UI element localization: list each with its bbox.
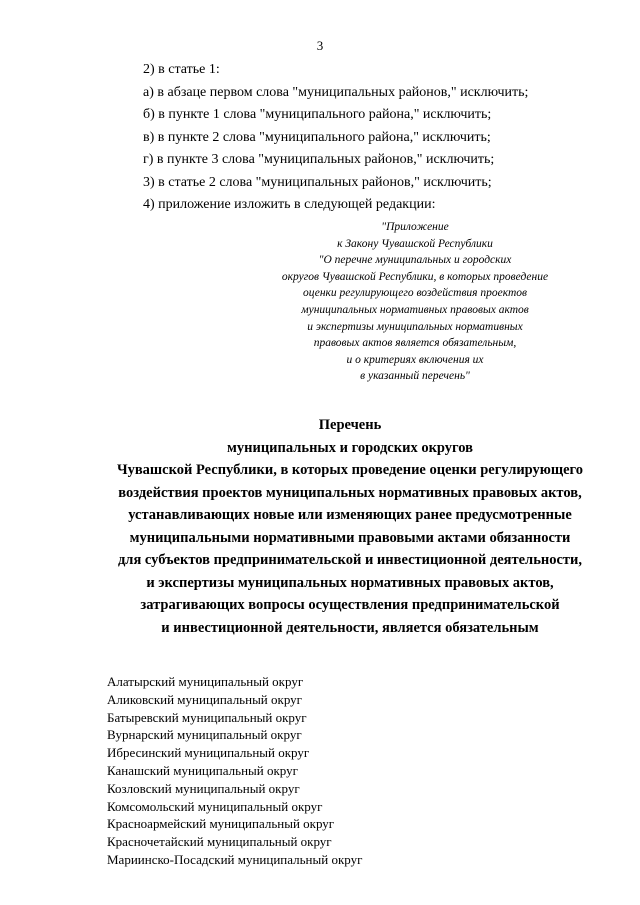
list-title-line: и инвестиционной деятельности, является обязательным	[161, 619, 539, 636]
appendix-header-line: к Закону Чувашской Республики	[337, 237, 493, 250]
appendix-header-line: в указанный перечень"	[360, 370, 470, 383]
list-title-line: Чувашской Республики, в которых проведение оценки регулирующего	[116, 462, 584, 478]
list-title-line: затрагивающих вопросы осуществления предпринимательской	[140, 597, 560, 613]
list-item: Канашский муниципальный округ	[107, 762, 298, 778]
list-item: Ибресинский муниципальный округ	[107, 745, 310, 761]
appendix-header-line: и экспертизы муниципальных нормативных	[307, 320, 523, 333]
list-item: Козловский муниципальный округ	[107, 780, 300, 796]
list-title-line: воздействия проектов муниципальных нормативных правовых актов,	[118, 484, 582, 501]
list-item: Аликовский муниципальный округ	[107, 691, 302, 707]
amendment-line: 4) приложение изложить в следующей редакции:	[143, 197, 436, 212]
appendix-header-line: округов Чувашской Республики, в которых проведение	[281, 270, 549, 283]
list-item: Вурнарский муниципальный округ	[107, 727, 302, 743]
appendix-header-line: и о критериях включения их	[346, 353, 484, 366]
list-title-line: для субъектов предпринимательской и инвестиционной деятельности,	[117, 552, 583, 568]
okrug-list	[107, 673, 607, 869]
amendments-block	[143, 59, 613, 217]
list-item: Мариинско-Посадский муниципальный округ	[107, 851, 363, 867]
list-title-line: муниципальных и городских округов	[226, 439, 473, 456]
amendment-line: в) в пункте 2 слова "муниципального района," исключить;	[143, 129, 491, 145]
amendment-line: а) в абзаце первом слова "муниципальных районов," исключить;	[143, 84, 529, 100]
list-item: Красночетайский муниципальный округ	[107, 834, 332, 850]
appendix-header-line: "О перечне муниципальных и городских	[318, 254, 512, 267]
list-title-line: муниципальными нормативными правовыми актами обязанности	[129, 529, 571, 546]
list-title-line: устанавливающих новые или изменяющих ранее предусмотренные	[128, 507, 572, 523]
appendix-header-line: "Приложение	[381, 221, 449, 233]
amendment-line: 3) в статье 2 слова "муниципальных районов," исключить;	[143, 174, 492, 190]
list-item: Батыревский муниципальный округ	[107, 709, 307, 725]
appendix-header-line: правовых актов является обязательным,	[313, 337, 517, 350]
list-item: Красноармейский муниципальный округ	[107, 816, 335, 832]
appendix-header-line: муниципальных нормативных правовых актов	[301, 303, 529, 316]
list-item: Алатырский муниципальный округ	[107, 674, 304, 689]
amendment-line: 2) в статье 1:	[143, 62, 220, 77]
amendment-line: б) в пункте 1 слова "муниципального района," исключить;	[143, 107, 492, 122]
appendix-header	[250, 219, 580, 385]
list-title-line: Перечень	[318, 417, 382, 433]
amendment-line: г) в пункте 3 слова "муниципальных районов," исключить;	[143, 152, 495, 167]
list-title	[80, 414, 620, 639]
page-number: 3	[316, 38, 324, 53]
appendix-header-line: оценки регулирующего воздействия проектов	[302, 287, 528, 300]
list-item: Комсомольский муниципальный округ	[107, 798, 323, 814]
list-title-line: и экспертизы муниципальных нормативных правовых актов,	[146, 574, 554, 591]
